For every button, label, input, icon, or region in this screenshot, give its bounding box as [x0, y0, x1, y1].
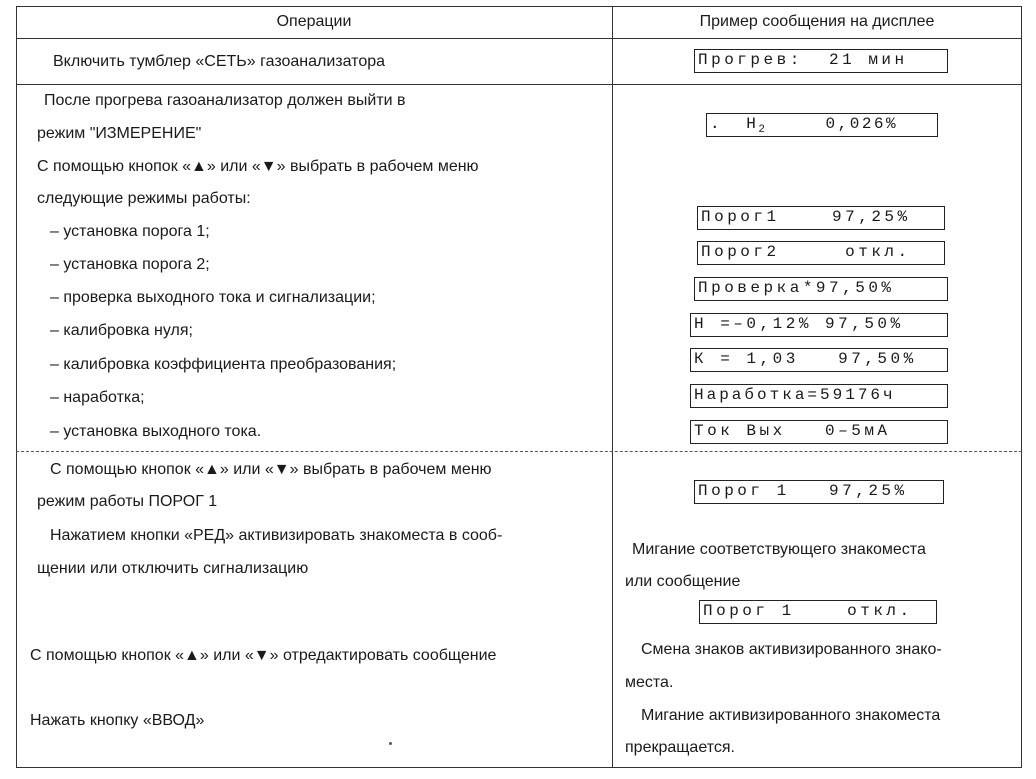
row3-line-3: Нажатием кнопки «РЕД» активизировать знакоместа в сооб-	[50, 527, 503, 544]
row2-line-4: следующие режимы работы:	[37, 190, 251, 207]
measure-suffix: 0,026%	[765, 115, 899, 133]
row2-mode-porog2: – установка порога 2;	[50, 256, 210, 273]
note-blinking-1: Мигание соответствующего знакоместа	[632, 541, 926, 558]
display-coef: К = 1,03 97,50%	[690, 348, 948, 372]
row2-mode-coef: – калибровка коэффициента преобразования;	[50, 356, 397, 373]
display-porog1-edit: Порог 1 97,25%	[694, 480, 944, 504]
row2-line-3: С помощью кнопок «▲» или «▼» выбрать в рабочем меню	[37, 158, 479, 175]
display-porog2: Порог2 откл.	[697, 241, 945, 265]
note-change-2: места.	[625, 674, 674, 691]
display-runtime: Наработка=59176ч	[690, 384, 948, 408]
measure-subscript: 2	[758, 124, 766, 137]
row2-line-2: режим "ИЗМЕРЕНИЕ"	[37, 125, 202, 142]
row2-mode-current: – установка выходного тока.	[50, 423, 262, 440]
row3-line-4: щении или отключить сигнализацию	[37, 560, 309, 577]
row3-line-1: С помощью кнопок «▲» или «▼» выбрать в рабочем меню	[50, 461, 492, 478]
header-display-example: Пример сообщения на дисплее	[699, 13, 935, 30]
row2-mode-zero: – калибровка нуля;	[50, 322, 193, 339]
column-divider	[612, 6, 613, 768]
display-porog1-off: Порог 1 откл.	[699, 600, 937, 624]
row3-line-6: Нажать кнопку «ВВОД»	[30, 712, 205, 729]
measure-prefix: . H	[710, 115, 759, 133]
row3-line-2: режим работы ПОРОГ 1	[37, 493, 218, 510]
note-stop-2: прекращается.	[625, 739, 735, 756]
note-change-1: Смена знаков активизированного знако-	[641, 641, 942, 658]
row2-divider	[16, 451, 1022, 452]
row1-divider	[16, 84, 1022, 85]
row1-operation: Включить тумблер «СЕТЬ» газоанализатора	[53, 53, 386, 70]
display-check: Проверка*97,50%	[694, 277, 948, 301]
row2-mode-porog1: – установка порога 1;	[50, 223, 210, 240]
note-blinking-2: или сообщение	[625, 573, 741, 590]
display-zero: Н =–0,12% 97,50%	[690, 313, 948, 337]
display-current: Ток Вых 0–5мА	[690, 420, 948, 444]
display-measurement	[706, 113, 938, 137]
display-warmup: Прогрев: 21 мин	[694, 49, 948, 73]
scan-speck	[389, 742, 392, 745]
row3-line-5: С помощью кнопок «▲» или «▼» отредактировать сообщение	[30, 647, 497, 664]
header-divider	[16, 38, 1022, 39]
display-porog1: Порог1 97,25%	[697, 206, 945, 230]
header-operations: Операции	[276, 13, 352, 30]
row2-line-1: После прогрева газоанализатор должен выйти в	[44, 92, 406, 109]
note-stop-1: Мигание активизированного знакоместа	[641, 707, 941, 724]
row2-mode-check: – проверка выходного тока и сигнализации;	[50, 289, 376, 306]
row2-mode-runtime: – наработка;	[50, 389, 145, 406]
